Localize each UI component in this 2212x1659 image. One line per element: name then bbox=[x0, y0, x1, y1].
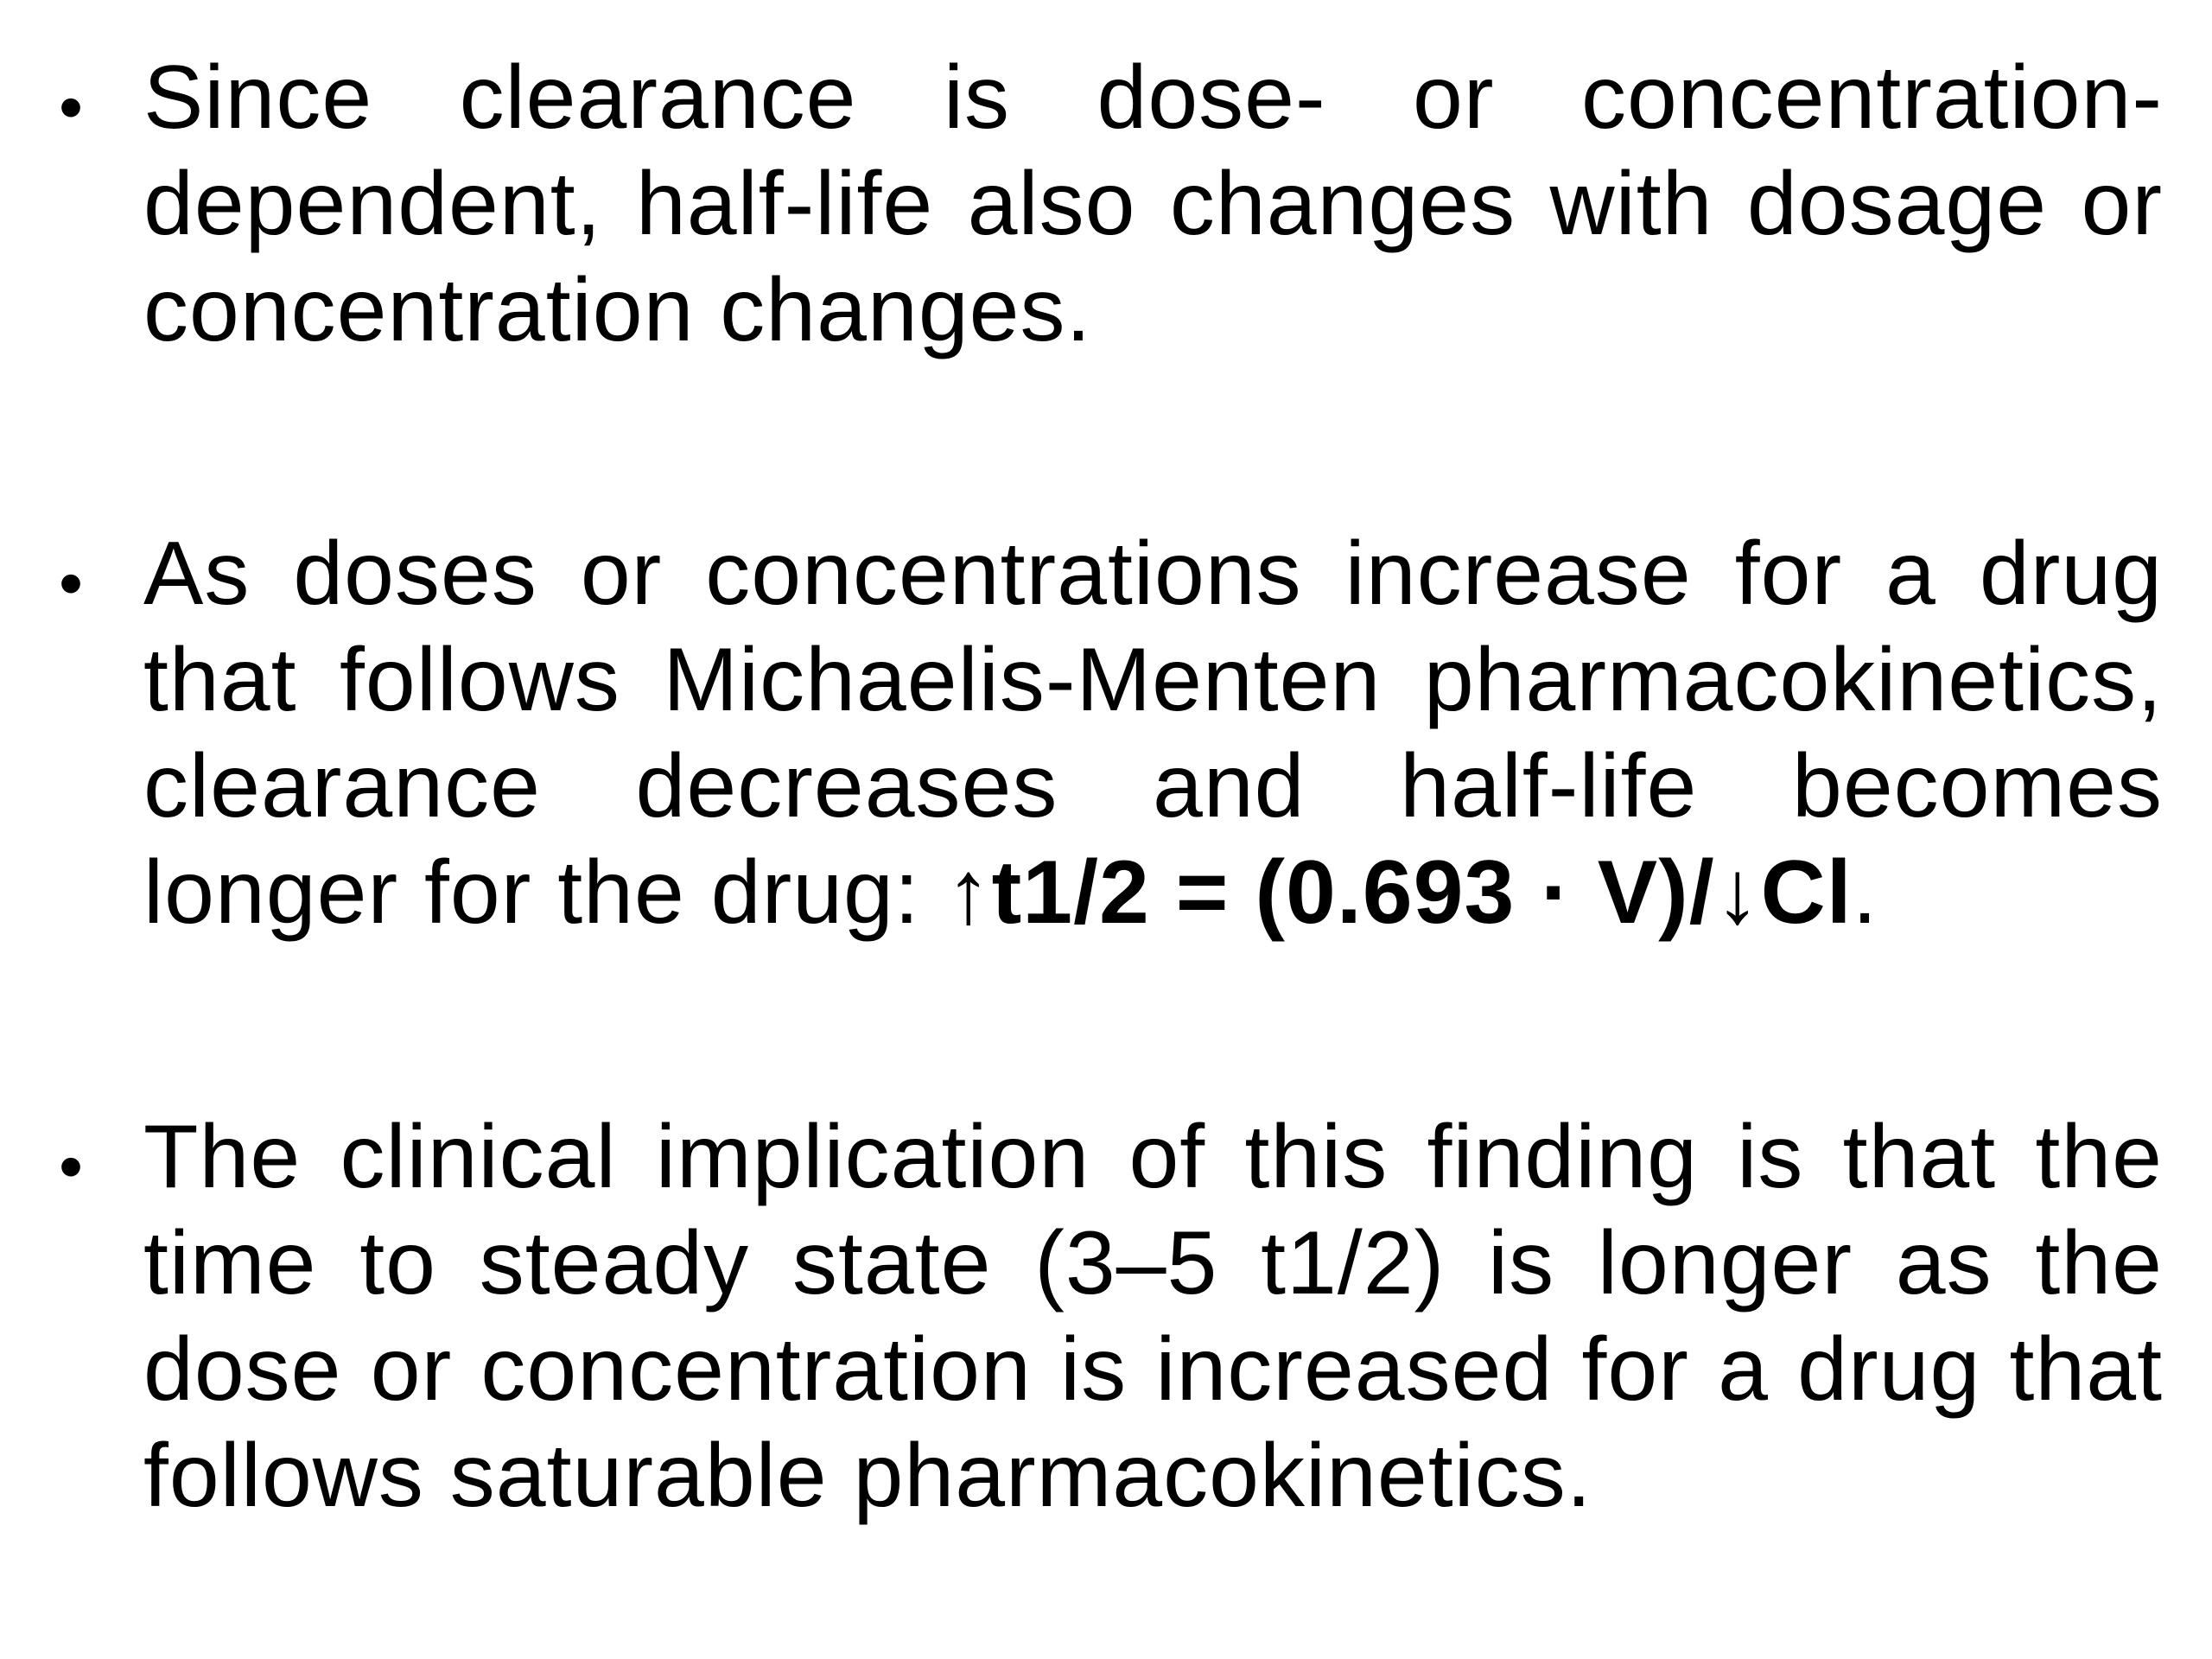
bullet-marker: • bbox=[59, 68, 84, 145]
bullet-item bbox=[59, 521, 2163, 946]
bullet-text-before-formula: As doses or concentrations increase for a drug that follows Michaelis-Menten pharmacokinetics, clearance decreases and half-life becomes longer for the drug: bbox=[143, 524, 2163, 943]
bullet-text-after-formula: . bbox=[1852, 842, 1878, 943]
bullet-text: The clinical implication of this finding is that the time to steady state (3–5 t1/2) is longer as the dose or concentration is increased for a drug that follows saturable pharmacokinetics. bbox=[143, 1107, 2163, 1526]
bullet-marker: • bbox=[59, 544, 84, 621]
bullet-text: Since clearance is dose- or concentration-dependent, half-life also changes with dosage or concentration changes. bbox=[143, 48, 2163, 360]
half-life-formula: ↑t1/2 = (0.693 · V)/↓Cl bbox=[945, 842, 1853, 943]
bullet-text bbox=[143, 521, 2163, 946]
bullet-item bbox=[59, 45, 2163, 364]
bullet-marker: • bbox=[59, 1128, 84, 1205]
bullet-item bbox=[59, 1104, 2163, 1529]
